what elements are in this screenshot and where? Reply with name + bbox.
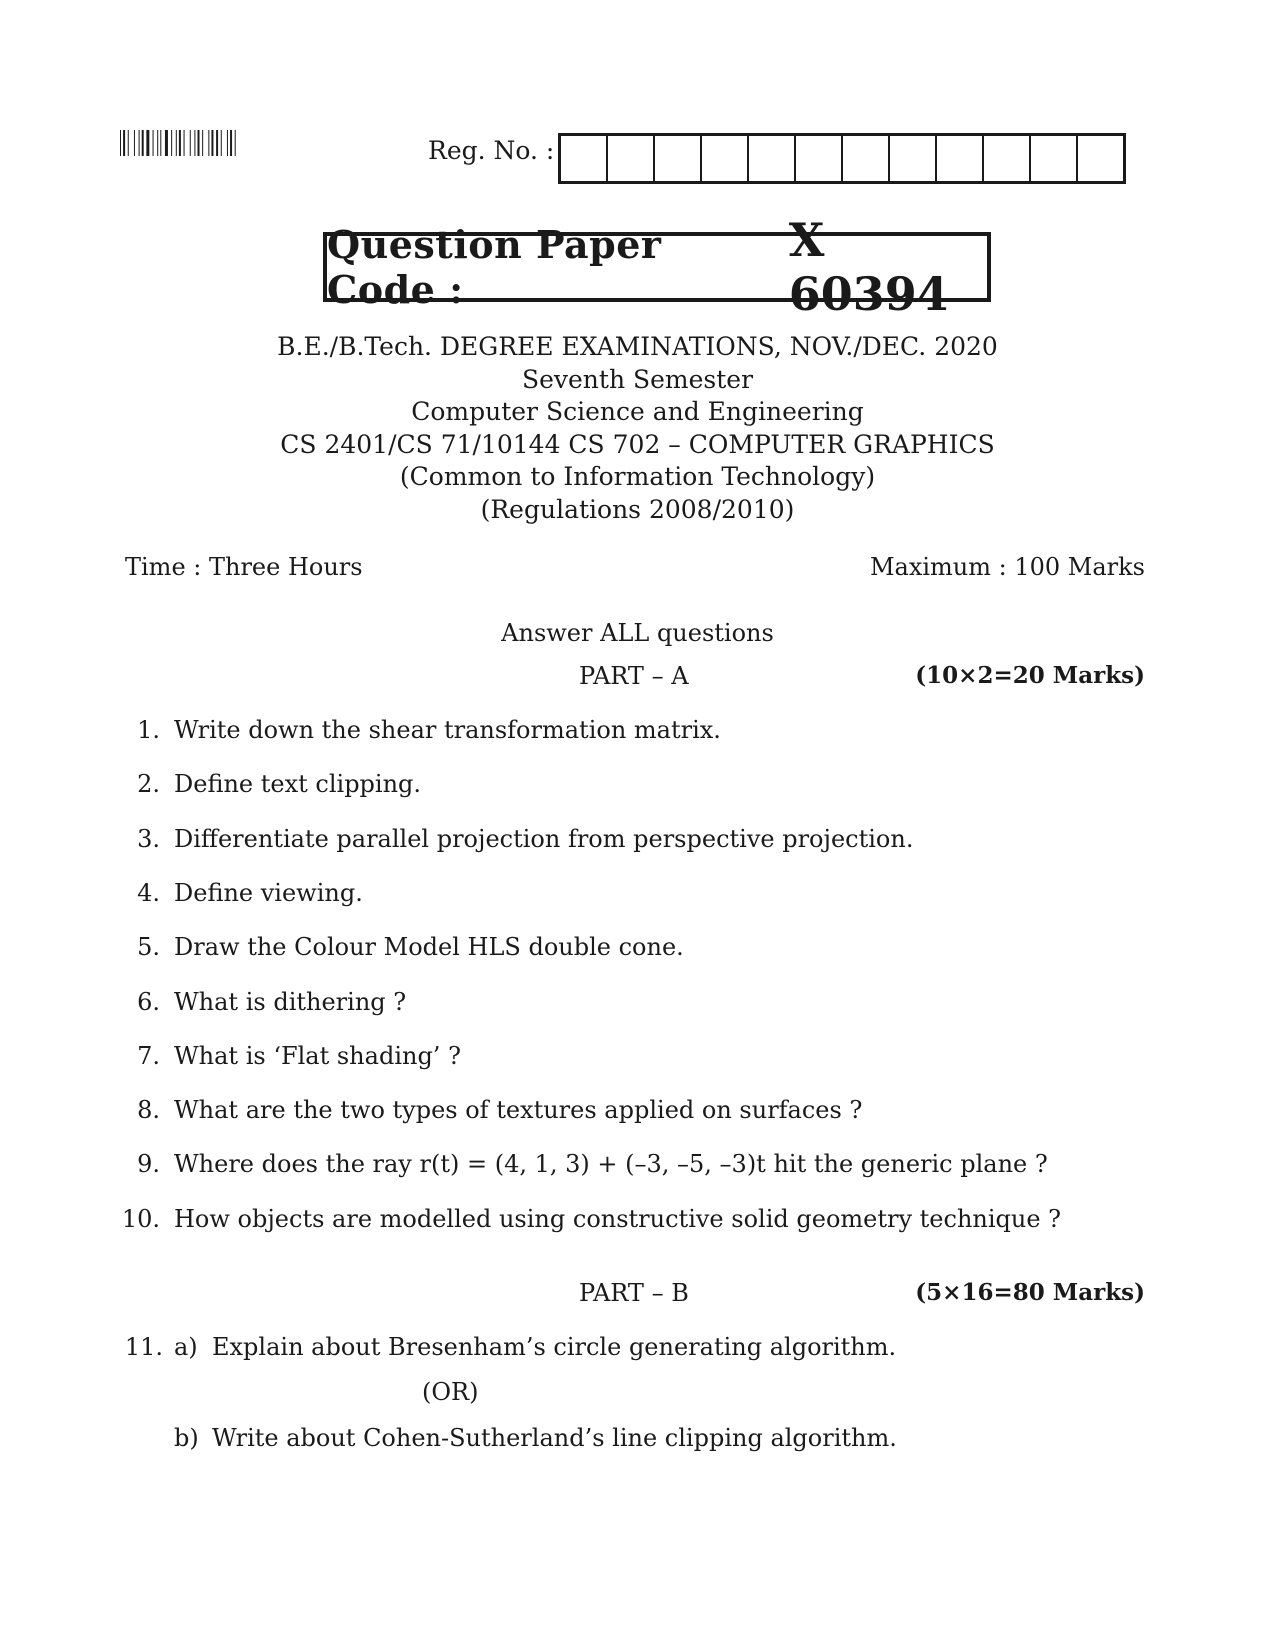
reg-no-box — [700, 136, 747, 181]
question-paper-code-label: Question Paper Code : — [327, 222, 662, 312]
question-text: Differentiate parallel projection from perspective projection. — [174, 824, 914, 853]
question-text: Where does the ray r(t) = (4, 1, 3) + (–3, –5, –3)t hit the generic plane ? — [174, 1150, 1048, 1179]
sub-question-label: b) — [174, 1424, 199, 1452]
part-a-marks: (10×2=20 Marks) — [915, 662, 1145, 689]
question-text: Write about Cohen-Sutherland’s line clipping algorithm. — [212, 1424, 897, 1452]
course-code-title: CS 2401/CS 71/10144 CS 702 – COMPUTER GRAPHICS — [280, 429, 995, 459]
question-text: Define text clipping. — [174, 770, 422, 799]
sub-question-label: a) — [174, 1333, 198, 1361]
common-to: (Common to Information Technology) — [399, 462, 876, 492]
question-number: 9. — [137, 1150, 160, 1179]
question-paper-code-box — [323, 213, 991, 321]
reg-no-box — [841, 136, 888, 181]
reg-no-box — [606, 136, 653, 181]
reg-no-box — [1029, 136, 1076, 181]
question-number: 4. — [137, 878, 160, 907]
question-number: 3. — [137, 824, 160, 853]
question-text: Draw the Colour Model HLS double cone. — [174, 933, 684, 962]
question-text: Explain about Bresenham’s circle generating algorithm. — [212, 1333, 897, 1361]
question-text: What is ‘Flat shading’ ? — [174, 1041, 461, 1070]
part-b-marks: (5×16=80 Marks) — [915, 1279, 1145, 1306]
question-paper-code-number: X 60394 — [788, 213, 949, 321]
part-b-title: PART – B — [579, 1279, 689, 1307]
question-text: What is dithering ? — [174, 987, 407, 1016]
reg-no-box — [794, 136, 841, 181]
barcode-image — [120, 130, 275, 156]
reg-no-box — [561, 136, 606, 181]
reg-no-box — [888, 136, 935, 181]
regulations: (Regulations 2008/2010) — [480, 494, 795, 524]
reg-no-box — [935, 136, 982, 181]
question-number: 6. — [137, 987, 160, 1016]
maximum-marks: Maximum : 100 Marks — [869, 553, 1145, 581]
question-text: Define viewing. — [174, 878, 363, 907]
semester: Seventh Semester — [521, 364, 754, 394]
reg-no-label: Reg. No. : — [428, 136, 555, 165]
part-a-title: PART – A — [579, 662, 689, 690]
question-text: What are the two types of textures applied on surfaces ? — [174, 1096, 863, 1125]
reg-no-box — [747, 136, 794, 181]
question-number: 1. — [137, 716, 160, 744]
instruction: Answer ALL questions — [501, 619, 774, 647]
question-number: 2. — [137, 770, 160, 799]
exam-title: B.E./B.Tech. DEGREE EXAMINATIONS, NOV./DEC. 2020 — [277, 332, 998, 361]
question-text: How objects are modelled using constructive solid geometry technique ? — [174, 1204, 1062, 1233]
question-text: Write down the shear transformation matrix. — [174, 716, 721, 744]
department: Computer Science and Engineering — [411, 397, 864, 427]
question-number: 5. — [137, 933, 160, 962]
question-number: 11. — [124, 1333, 163, 1361]
reg-no-box — [1076, 136, 1123, 181]
time-allowed: Time : Three Hours — [125, 553, 363, 581]
question-number: 10. — [121, 1204, 160, 1233]
reg-no-boxes — [558, 133, 1126, 184]
question-number: 7. — [137, 1041, 160, 1070]
reg-no-box — [982, 136, 1029, 181]
exam-header — [0, 331, 1275, 527]
question-number: 8. — [137, 1096, 160, 1125]
reg-no-box — [653, 136, 700, 181]
or-separator: (OR) — [422, 1378, 479, 1406]
